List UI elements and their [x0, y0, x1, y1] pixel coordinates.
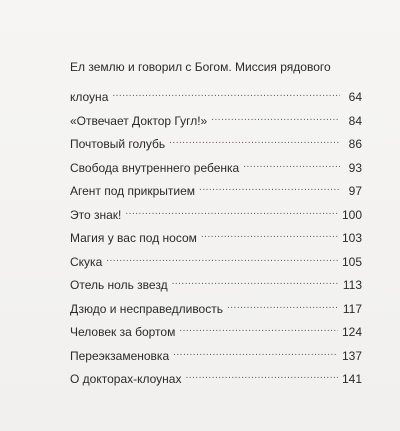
toc-entry-title: Ел землю и говорил с Богом. Миссия рядового: [70, 60, 331, 74]
toc-entry-title: Дзюдо и несправедливость: [70, 301, 223, 316]
toc-entry: [70, 301, 362, 325]
toc-entry-title: Отель ноль звезд: [70, 278, 168, 292]
table-of-contents: [70, 60, 362, 395]
dot-leader: [173, 348, 338, 360]
toc-entry-title: О докторах-клоунах: [70, 372, 182, 386]
toc-entry-page: 100: [341, 207, 362, 222]
dot-leader: [106, 254, 338, 266]
toc-entry: [70, 277, 362, 301]
toc-entry-page: 124: [341, 325, 362, 339]
toc-entry: [70, 207, 362, 231]
toc-entry-page: 141: [341, 372, 362, 386]
dot-leader: [243, 160, 340, 172]
toc-entry-page: 105: [341, 254, 362, 269]
toc-entry-title: клоуна: [70, 90, 109, 104]
toc-entry-page: 103: [341, 231, 362, 245]
dot-leader: [199, 183, 340, 195]
toc-entry: [70, 183, 362, 207]
dot-leader: [201, 230, 338, 242]
toc-entry-title: Переэкзаменовка: [70, 348, 170, 363]
toc-entry-page: 86: [348, 137, 362, 151]
dot-leader: [125, 207, 338, 219]
dot-leader: [185, 371, 338, 383]
toc-entry-title: Почтовый голубь: [70, 137, 166, 151]
dot-leader: [169, 136, 340, 148]
toc-entry-title: Агент под прикрытием: [70, 184, 196, 198]
toc-entry-title: Свобода внутреннего ребенка: [70, 160, 240, 175]
dot-leader: [227, 301, 339, 313]
dot-leader: [172, 277, 339, 289]
toc-entry: [70, 113, 362, 137]
toc-entry-page: 84: [348, 113, 362, 128]
dot-leader: [179, 324, 338, 336]
dot-leader: [112, 89, 340, 101]
toc-entry: [70, 348, 362, 372]
toc-entry-title: Человек за бортом: [70, 325, 176, 339]
toc-entry: [70, 324, 362, 348]
toc-entry: [70, 254, 362, 278]
toc-entry-page: 137: [341, 348, 362, 363]
toc-entry: [70, 136, 362, 160]
toc-entry: [70, 230, 362, 254]
toc-entry-page: 117: [342, 301, 362, 316]
toc-entry-page: 97: [348, 184, 362, 198]
toc-entry: [70, 60, 362, 113]
toc-entry-title: Скука: [70, 254, 103, 269]
toc-entry-title-line: [70, 60, 362, 89]
toc-entry-page: 64: [348, 90, 362, 104]
toc-entry: [70, 371, 362, 395]
toc-entry-title: Это знак!: [70, 207, 122, 222]
dot-leader: [211, 113, 340, 125]
toc-entry-title: «Отвечает Доктор Гугл!»: [70, 113, 208, 128]
toc-entry-page: 93: [348, 160, 362, 175]
toc-entry: [70, 160, 362, 184]
toc-entry-row: [70, 89, 362, 113]
toc-entry-title: Магия у вас под носом: [70, 231, 197, 245]
toc-entry-page: 113: [342, 278, 362, 292]
